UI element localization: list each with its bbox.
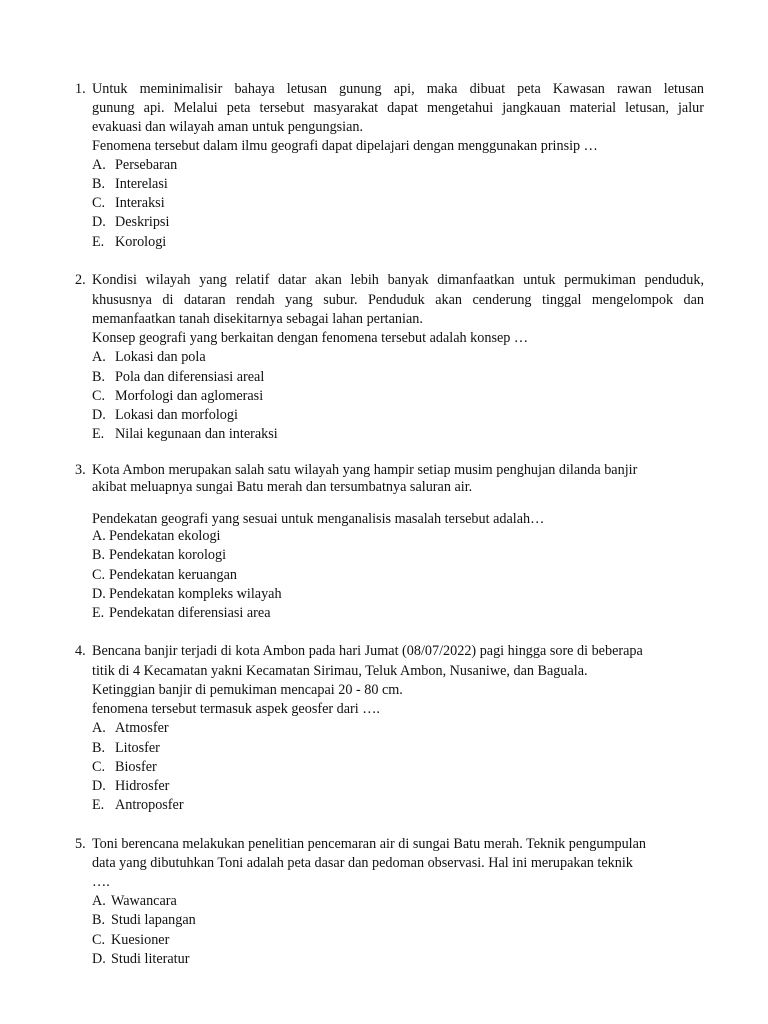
question-number: 2. xyxy=(75,272,86,288)
option-text: Litosfer xyxy=(115,740,160,756)
option-text: Pendekatan diferensiasi area xyxy=(109,605,271,621)
option-letter: B. xyxy=(92,176,106,192)
option-text: Kuesioner xyxy=(111,932,170,948)
option-letter: B. xyxy=(92,740,106,756)
option-text: Wawancara xyxy=(111,893,177,909)
option-letter: C. xyxy=(92,195,106,211)
question-stem-line: fenomena tersebut termasuk aspek geosfer dari …. xyxy=(92,701,380,717)
question-stem-line: evakuasi dan wilayah aman untuk pengungsian. xyxy=(92,119,364,135)
option-text: Pola dan diferensiasi areal xyxy=(115,369,265,385)
option-text: Nilai kegunaan dan interaksi xyxy=(115,426,278,442)
option-letter: A. xyxy=(92,528,106,544)
option-text: Studi literatur xyxy=(111,951,190,967)
question-stem-line: gunung api. Melalui peta tersebut masyarakat dapat mengetahui jangkauan material letusan, jalur xyxy=(92,100,704,116)
option-letter: D. xyxy=(92,586,106,602)
question-stem-line: Konsep geografi yang berkaitan dengan fenomena tersebut adalah konsep … xyxy=(92,330,529,346)
option-letter: C. xyxy=(92,759,106,775)
question-stem-line: Bencana banjir terjadi di kota Ambon pada hari Jumat (08/07/2022) pagi hingga sore di beberapa xyxy=(92,643,643,659)
option-text: Studi lapangan xyxy=(111,912,196,928)
option-letter: D. xyxy=(92,778,106,794)
option-letter: D. xyxy=(92,951,106,967)
option-text: Atmosfer xyxy=(115,720,169,736)
option-letter: A. xyxy=(92,893,106,909)
option-letter: C. xyxy=(92,932,106,948)
option-text: Pendekatan ekologi xyxy=(109,528,221,544)
question-number: 4. xyxy=(75,643,86,659)
question-stem-line: akibat meluapnya sungai Batu merah dan tersumbatnya saluran air. xyxy=(92,479,473,495)
question-stem-line: …. xyxy=(92,874,110,890)
question-stem-line: Fenomena tersebut dalam ilmu geografi dapat dipelajari dengan menggunakan prinsip … xyxy=(92,138,598,154)
option-text: Lokasi dan pola xyxy=(115,349,206,365)
option-text: Interelasi xyxy=(115,176,168,192)
option-text: Persebaran xyxy=(115,157,178,173)
question-stem-line: Pendekatan geografi yang sesuai untuk menganalisis masalah tersebut adalah… xyxy=(92,511,545,527)
option-text: Pendekatan keruangan xyxy=(109,567,238,583)
option-letter: D. xyxy=(92,407,106,423)
option-letter: B. xyxy=(92,369,106,385)
question-number: 5. xyxy=(75,836,86,852)
option-text: Antroposfer xyxy=(115,797,184,813)
question-stem-line: Kondisi wilayah yang relatif datar akan lebih banyak dimanfaatkan untuk permukiman penduduk, xyxy=(92,272,704,288)
option-letter: A. xyxy=(92,157,106,173)
option-text: Pendekatan korologi xyxy=(109,547,227,563)
option-letter: D. xyxy=(92,214,106,230)
option-text: Pendekatan kompleks wilayah xyxy=(109,586,282,602)
question-stem-line: titik di 4 Kecamatan yakni Kecamatan Sirimau, Teluk Ambon, Nusaniwe, dan Baguala. xyxy=(92,663,588,679)
option-letter: C. xyxy=(92,567,106,583)
question-number: 3. xyxy=(75,462,86,478)
option-letter: B. xyxy=(92,547,106,563)
question-stem-line: Kota Ambon merupakan salah satu wilayah yang hampir setiap musim penghujan dilanda banjir xyxy=(92,462,638,478)
option-letter: B. xyxy=(92,912,106,928)
option-letter: E. xyxy=(92,426,105,442)
option-letter: E. xyxy=(92,797,105,813)
option-letter: C. xyxy=(92,388,106,404)
question-number: 1. xyxy=(75,81,86,97)
question-stem-line: memanfaatkan tanah disekitarnya sebagai lahan pertanian. xyxy=(92,311,423,327)
question-stem-line: Toni berencana melakukan penelitian pencemaran air di sungai Batu merah. Teknik pengumpulan xyxy=(92,836,647,852)
option-text: Lokasi dan morfologi xyxy=(115,407,238,423)
option-text: Biosfer xyxy=(115,759,157,775)
question-stem-line: khususnya di dataran rendah yang subur. Penduduk akan cenderung tinggal mengelompok dan xyxy=(92,292,704,308)
option-text: Interaksi xyxy=(115,195,165,211)
question-stem-line: data yang dibutuhkan Toni adalah peta dasar dan pedoman observasi. Hal ini merupakan teknik xyxy=(92,855,633,871)
option-letter: A. xyxy=(92,349,106,365)
option-text: Korologi xyxy=(115,234,167,250)
option-text: Morfologi dan aglomerasi xyxy=(115,388,264,404)
option-letter: E. xyxy=(92,234,105,250)
option-letter: A. xyxy=(92,720,106,736)
option-text: Deskripsi xyxy=(115,214,170,230)
question-stem-line: Untuk meminimalisir bahaya letusan gunung api, maka dibuat peta Kawasan rawan letusan xyxy=(92,81,704,97)
option-text: Hidrosfer xyxy=(115,778,170,794)
question-stem-line: Ketinggian banjir di pemukiman mencapai 20 - 80 cm. xyxy=(92,682,403,698)
option-letter: E. xyxy=(92,605,105,621)
